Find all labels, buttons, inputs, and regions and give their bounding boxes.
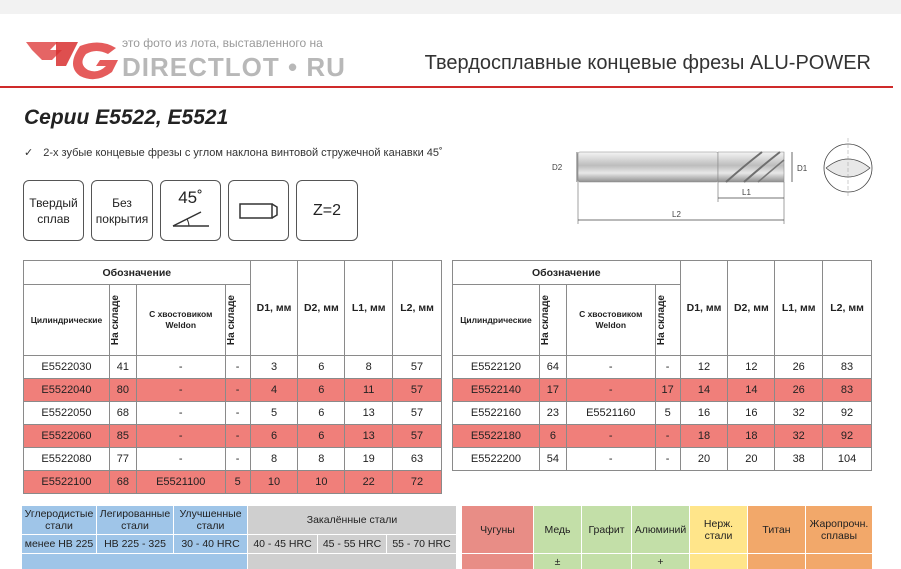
cell-weldon: E5521160 xyxy=(566,402,655,425)
table-row xyxy=(24,402,442,425)
cell-weldon: E5521100 xyxy=(136,471,225,494)
cell-l2: 72 xyxy=(393,471,442,494)
page-header xyxy=(0,14,901,90)
cell-l2: 57 xyxy=(393,425,442,448)
cell-code: E5522140 xyxy=(453,379,540,402)
cell-l1: 22 xyxy=(345,471,393,494)
cell-wstock: - xyxy=(225,448,250,471)
table-row xyxy=(24,425,442,448)
cell-d1: 5 xyxy=(250,402,298,425)
cell-d1: 14 xyxy=(680,379,728,402)
cell-code: E5522120 xyxy=(453,356,540,379)
hardness-hb225-325: HB 225 - 325 xyxy=(97,534,174,553)
table-row xyxy=(24,471,442,494)
d2-header: D2, мм xyxy=(728,261,775,356)
check-icon: ✓ xyxy=(24,147,34,159)
cell-wstock: - xyxy=(225,425,250,448)
cell-l1: 13 xyxy=(345,425,393,448)
cell-d1: 8 xyxy=(250,448,298,471)
cell-d1: 10 xyxy=(250,471,298,494)
cell-d1: 18 xyxy=(680,425,728,448)
drawing-l2-label: L2 xyxy=(672,210,681,219)
l2-header: L2, мм xyxy=(823,261,872,356)
feature-flutes xyxy=(296,180,358,241)
cell-code: E5522100 xyxy=(24,471,110,494)
cell-l2: 92 xyxy=(823,402,872,425)
material-stainless: Нерж. стали xyxy=(690,506,748,553)
cell-d1: 4 xyxy=(250,379,298,402)
cell-code: E5522180 xyxy=(453,425,540,448)
cylindrical-header: Цилиндрические xyxy=(24,285,110,356)
material-improved-steel: Улучшенные стали xyxy=(174,506,248,534)
material-hardened-steel: Закалённые стали xyxy=(248,506,457,534)
hardness-hrc40-45: 40 - 45 HRC xyxy=(248,534,318,553)
l1-header: L1, мм xyxy=(345,261,393,356)
table-row xyxy=(453,402,872,425)
material-aluminium: Алюминий xyxy=(632,506,690,553)
feature-uncoated-line1: Без xyxy=(112,195,132,210)
designation-header: Обозначение xyxy=(24,261,251,285)
cell-code: E5522060 xyxy=(24,425,110,448)
cell-stock: 17 xyxy=(539,379,566,402)
material-graphite: Графит xyxy=(582,506,632,553)
cell-wstock: 17 xyxy=(655,379,680,402)
table-row xyxy=(24,356,442,379)
cell-l1: 32 xyxy=(775,402,823,425)
cell-d1: 20 xyxy=(680,448,728,471)
cell-stock: 80 xyxy=(109,379,136,402)
feature-uncoated-line2: покрытия xyxy=(95,211,149,226)
feature-helix-angle xyxy=(160,180,221,241)
feature-carbide-line2: сплав xyxy=(37,211,70,226)
material-heat-resistant: Жаропрочн. сплавы xyxy=(806,506,872,553)
cell-weldon: - xyxy=(136,356,225,379)
cell-weldon: - xyxy=(136,425,225,448)
helix-angle-label: 45˚ xyxy=(178,187,203,207)
heat-resistant-rating xyxy=(806,553,872,569)
cylindrical-shank-icon xyxy=(238,201,280,221)
cell-wstock: - xyxy=(225,379,250,402)
cell-wstock: - xyxy=(655,448,680,471)
cell-stock: 68 xyxy=(109,471,136,494)
stainless-rating xyxy=(690,553,748,569)
cell-wstock: - xyxy=(225,402,250,425)
table-row xyxy=(453,425,872,448)
cell-l1: 19 xyxy=(345,448,393,471)
cell-stock: 54 xyxy=(539,448,566,471)
cell-wstock: - xyxy=(655,425,680,448)
cell-weldon: - xyxy=(566,356,655,379)
material-carbon-steel: Углеродистые стали xyxy=(22,506,97,534)
drawing-d2-label: D2 xyxy=(552,163,563,172)
cell-stock: 64 xyxy=(539,356,566,379)
d1-header: D1, мм xyxy=(680,261,728,356)
cell-stock: 41 xyxy=(109,356,136,379)
weldon-header: С хвостовиком Weldon xyxy=(136,285,225,356)
weldon-stock-header: На складе xyxy=(225,294,237,346)
drawing-l1-label: L1 xyxy=(742,188,751,197)
cell-l2: 57 xyxy=(393,379,442,402)
cell-stock: 77 xyxy=(109,448,136,471)
cell-stock: 6 xyxy=(539,425,566,448)
cylindrical-header: Цилиндрические xyxy=(453,285,540,356)
cell-l1: 32 xyxy=(775,425,823,448)
spec-table-left xyxy=(23,260,442,494)
end-mill-drawing xyxy=(548,130,878,230)
hardened-rating-row xyxy=(248,553,457,569)
hardness-hrc45-55: 45 - 55 HRC xyxy=(318,534,387,553)
cell-weldon: - xyxy=(136,402,225,425)
watermark-site: DIRECTLOT • RU xyxy=(122,52,346,82)
designation-header: Обозначение xyxy=(453,261,681,285)
cell-d2: 6 xyxy=(298,356,345,379)
company-logo xyxy=(22,36,132,86)
hardness-hrc55-70: 55 - 70 HRC xyxy=(387,534,457,553)
cell-d2: 6 xyxy=(298,379,345,402)
feature-uncoated xyxy=(91,180,153,241)
cell-d2: 10 xyxy=(298,471,345,494)
cell-d2: 6 xyxy=(298,425,345,448)
cell-weldon: - xyxy=(136,448,225,471)
cell-d1: 12 xyxy=(680,356,728,379)
d2-header: D2, мм xyxy=(298,261,345,356)
table-row xyxy=(453,448,872,471)
cell-code: E5522040 xyxy=(24,379,110,402)
helix-angle-icon xyxy=(169,208,213,228)
cell-wstock: 5 xyxy=(655,402,680,425)
table-row xyxy=(453,379,872,402)
cell-l2: 63 xyxy=(393,448,442,471)
cell-d2: 18 xyxy=(728,425,775,448)
cell-wstock: 5 xyxy=(225,471,250,494)
top-strip xyxy=(0,0,901,14)
hardness-hrc30-40: 30 - 40 HRC xyxy=(174,534,248,553)
cell-code: E5522080 xyxy=(24,448,110,471)
cell-l1: 26 xyxy=(775,379,823,402)
weldon-stock-header: На складе xyxy=(655,294,667,346)
cell-code: E5522030 xyxy=(24,356,110,379)
material-alloy-steel: Легированные стали xyxy=(97,506,174,534)
titanium-rating xyxy=(748,553,806,569)
cell-d1: 6 xyxy=(250,425,298,448)
page-title: Твердосплавные концевые фрезы ALU-POWER xyxy=(424,52,871,74)
in-stock-header: На складе xyxy=(539,294,551,346)
cell-weldon: - xyxy=(136,379,225,402)
cell-l2: 83 xyxy=(823,356,872,379)
cell-code: E5522160 xyxy=(453,402,540,425)
cell-code: E5522200 xyxy=(453,448,540,471)
cell-d2: 20 xyxy=(728,448,775,471)
watermark-caption: это фото из лота, выставленного на xyxy=(122,36,323,50)
cell-d1: 3 xyxy=(250,356,298,379)
cell-wstock: - xyxy=(225,356,250,379)
cell-l1: 38 xyxy=(775,448,823,471)
cell-d2: 16 xyxy=(728,402,775,425)
aluminium-rating: + xyxy=(632,553,690,569)
cell-weldon: - xyxy=(566,425,655,448)
cell-wstock: - xyxy=(655,356,680,379)
cell-l2: 104 xyxy=(823,448,872,471)
graphite-rating xyxy=(582,553,632,569)
material-cast-iron: Чугуны xyxy=(462,506,534,553)
description xyxy=(24,146,443,159)
feature-carbide xyxy=(23,180,84,241)
l2-header: L2, мм xyxy=(393,261,442,356)
material-copper: Медь xyxy=(534,506,582,553)
material-titanium: Титан xyxy=(748,506,806,553)
drawing-d1-label: D1 xyxy=(797,164,808,173)
hardness-hb225: менее HB 225 xyxy=(22,534,97,553)
cell-d2: 6 xyxy=(298,402,345,425)
feature-shank xyxy=(228,180,289,241)
table-row xyxy=(24,379,442,402)
cell-stock: 23 xyxy=(539,402,566,425)
header-rule xyxy=(0,86,893,88)
copper-rating: ± xyxy=(534,553,582,569)
cell-weldon: - xyxy=(566,379,655,402)
cell-d2: 8 xyxy=(298,448,345,471)
cell-l2: 92 xyxy=(823,425,872,448)
flutes-label: Z=2 xyxy=(312,201,341,219)
weldon-header: С хвостовиком Weldon xyxy=(566,285,655,356)
cell-stock: 85 xyxy=(109,425,136,448)
feature-carbide-line1: Твердый xyxy=(29,195,78,210)
cell-stock: 68 xyxy=(109,402,136,425)
cast-iron-rating xyxy=(462,553,534,569)
cell-l1: 8 xyxy=(345,356,393,379)
cell-l1: 11 xyxy=(345,379,393,402)
cell-l2: 83 xyxy=(823,379,872,402)
description-text: 2-х зубые концевые фрезы с углом наклона винтовой стружечной канавки 45˚ xyxy=(43,147,443,159)
cell-d1: 16 xyxy=(680,402,728,425)
l1-header: L1, мм xyxy=(775,261,823,356)
in-stock-header: На складе xyxy=(109,294,121,346)
cell-l2: 57 xyxy=(393,402,442,425)
cell-weldon: - xyxy=(566,448,655,471)
table-row xyxy=(453,356,872,379)
materials-bar xyxy=(22,506,872,569)
cell-l1: 13 xyxy=(345,402,393,425)
cell-d2: 14 xyxy=(728,379,775,402)
series-title: Серии E5522, E5521 xyxy=(24,106,229,129)
spec-table-right xyxy=(452,260,872,471)
cell-l1: 26 xyxy=(775,356,823,379)
cell-d2: 12 xyxy=(728,356,775,379)
steel-rating-row xyxy=(22,553,248,569)
cell-l2: 57 xyxy=(393,356,442,379)
cell-code: E5522050 xyxy=(24,402,110,425)
table-row xyxy=(24,448,442,471)
d1-header: D1, мм xyxy=(250,261,298,356)
